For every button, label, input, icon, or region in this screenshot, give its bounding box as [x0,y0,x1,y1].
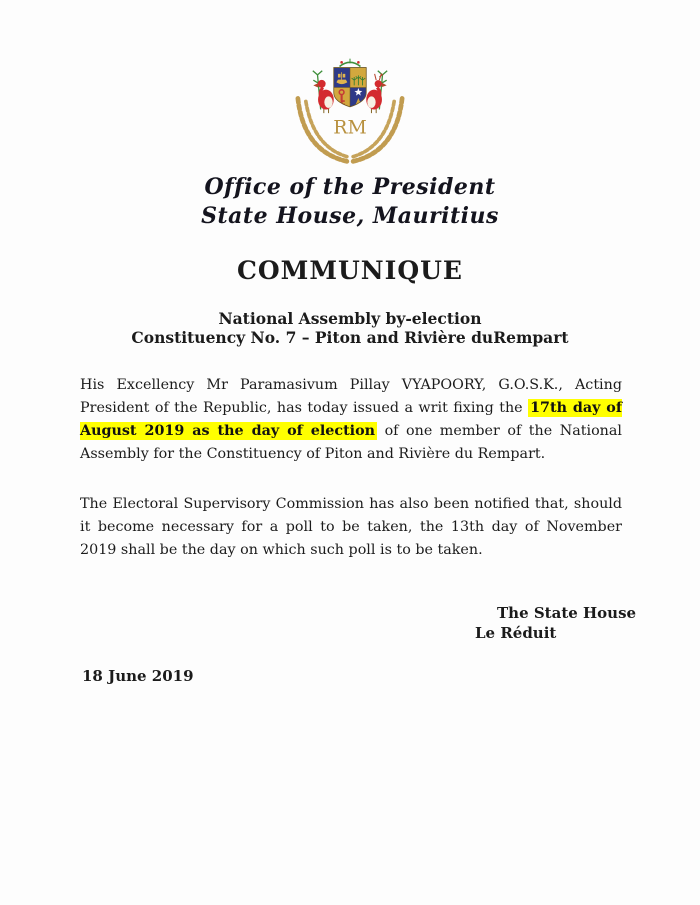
signature-block [475,604,700,643]
document-title: COMMUNIQUE [236,256,463,285]
body-text [80,374,622,562]
paragraph-poll: The Electoral Supervisory Commission has also been notified that, should it become necessary for a poll to be taken, the 13th day of November 2019 shall be the day on which such poll is to be taken. [80,496,622,558]
subtitle-election-line: National Assembly by-election [218,309,482,328]
paragraph-writ-tail: of one member of the National Assembly for the Constituency of Piton and Rivière du Rempart. [80,423,622,462]
paragraph-writ-lead: His Excellency Mr Paramasivum Pillay VYAPOORY, G.O.S.K., Acting President of the Republic, has today issued a writ fixing the [80,377,622,416]
letterhead [0,173,700,231]
highlighted-election-date: 17th day of August 2019 as the day of election [80,400,622,439]
signature-state-house: The State House [497,604,637,622]
emblem-container [0,0,700,169]
letterhead-address-line: State House, Mauritius [201,203,499,229]
dodo-supporter-icon [313,80,333,113]
crest-icon [340,59,361,67]
subtitle-constituency-line: Constituency No. 7 – Piton and Rivière duRempart [131,328,569,347]
signature-le-reduit: Le Réduit [475,623,557,642]
letterhead-office-line: Office of the President [204,174,496,200]
dateline: 18 June 2019 [82,667,194,685]
document-subtitle [0,309,700,347]
emblem-monogram: RM [333,117,367,139]
paragraph-writ [80,374,622,466]
mauritius-coat-of-arms-icon [287,55,413,165]
deer-supporter-icon [366,73,386,113]
